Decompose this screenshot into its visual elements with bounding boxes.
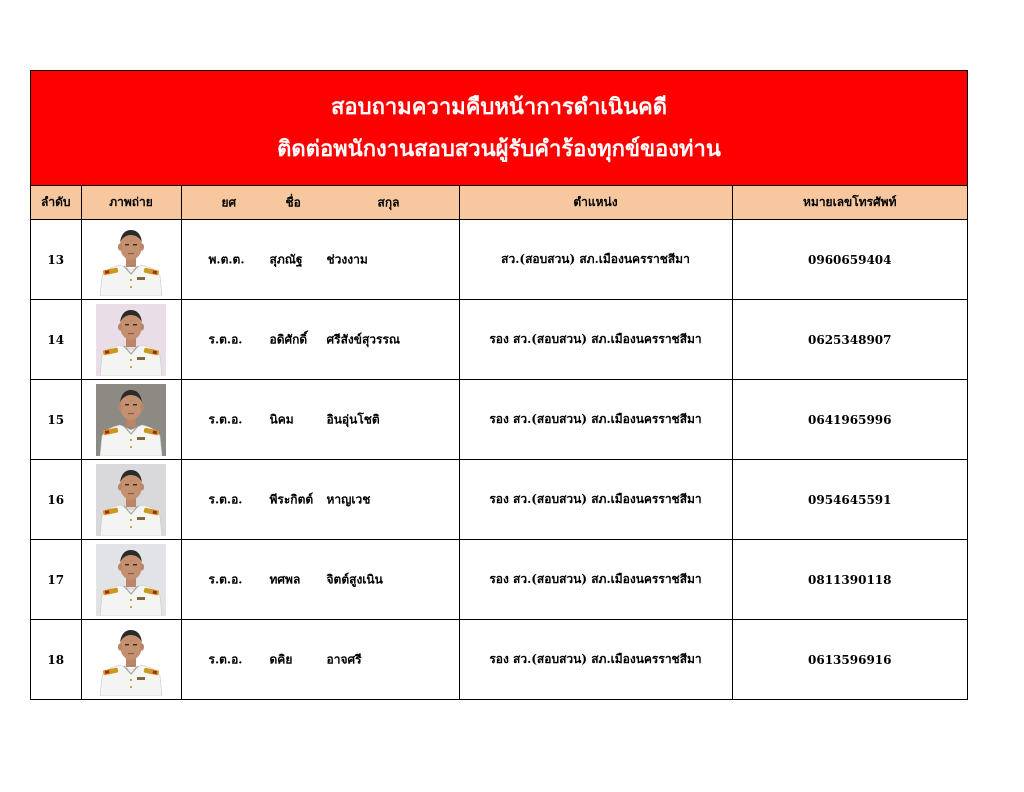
officer-photo [96, 464, 166, 536]
officer-portrait-icon [96, 624, 166, 696]
row-number: 15 [31, 380, 81, 460]
officer-phone: 0613596916 [732, 620, 967, 700]
officer-position: รอง สว.(สอบสวน) สภ.เมืองนครราชสีมา [459, 540, 732, 620]
table-row [31, 460, 967, 540]
officer-photo [96, 304, 166, 376]
officer-phone: 0811390118 [732, 540, 967, 620]
officer-first-name: นิคม [269, 412, 294, 426]
officer-name-cell [181, 460, 459, 540]
officer-first-name: ดคิย [269, 652, 293, 666]
title-line-1: สอบถามความคืบหน้าการดำเนินคดี [330, 94, 667, 120]
officer-table [31, 186, 967, 699]
officer-phone: 0960659404 [732, 220, 967, 300]
officer-position: รอง สว.(สอบสวน) สภ.เมืองนครราชสีมา [459, 460, 732, 540]
officer-rank: ร.ต.อ. [208, 572, 243, 586]
officer-position: รอง สว.(สอบสวน) สภ.เมืองนครราชสีมา [459, 620, 732, 700]
officer-portrait-icon [96, 224, 166, 296]
officer-photo-cell [81, 220, 181, 300]
officer-name-cell [181, 540, 459, 620]
officer-rank: ร.ต.อ. [208, 412, 243, 426]
officer-photo-cell [81, 620, 181, 700]
header-phone: หมายเลขโทรศัพท์ [732, 186, 967, 220]
header-name [181, 186, 459, 220]
header-rank: ยศ [221, 195, 237, 209]
officer-last-name: อินอุ่นโชติ [326, 412, 380, 426]
header-photo: ภาพถ่าย [81, 186, 181, 220]
officer-last-name: จิตต์สูงเนิน [326, 572, 383, 586]
officer-photo [96, 624, 166, 696]
officer-photo-cell [81, 380, 181, 460]
officer-last-name: อาจศรี [326, 652, 362, 666]
officer-name-cell [181, 380, 459, 460]
officer-first-name: สุภณัฐ [269, 252, 303, 266]
row-number: 16 [31, 460, 81, 540]
officer-rank: ร.ต.อ. [208, 492, 243, 506]
officer-photo [96, 544, 166, 616]
officer-last-name: ศรีสังข์สุวรรณ [326, 332, 401, 346]
row-number: 14 [31, 300, 81, 380]
table-row [31, 380, 967, 460]
header-no: ลำดับ [31, 186, 81, 220]
officer-photo [96, 384, 166, 456]
row-number: 17 [31, 540, 81, 620]
officer-first-name: พีระกิตต์ [269, 492, 314, 506]
officer-last-name: หาญเวช [326, 492, 371, 506]
table-row [31, 300, 967, 380]
officer-rank: พ.ต.ต. [208, 252, 245, 266]
officer-phone: 0625348907 [732, 300, 967, 380]
officer-phone: 0954645591 [732, 460, 967, 540]
header-last-name: สกุล [377, 195, 400, 209]
officer-portrait-icon [96, 464, 166, 536]
officer-position: รอง สว.(สอบสวน) สภ.เมืองนครราชสีมา [459, 300, 732, 380]
officer-position: รอง สว.(สอบสวน) สภ.เมืองนครราชสีมา [459, 380, 732, 460]
table-row [31, 620, 967, 700]
officer-photo-cell [81, 540, 181, 620]
officer-name-cell [181, 620, 459, 700]
contact-sheet [30, 70, 968, 700]
officer-position: สว.(สอบสวน) สภ.เมืองนครราชสีมา [459, 220, 732, 300]
officer-phone: 0641965996 [732, 380, 967, 460]
officer-photo-cell [81, 460, 181, 540]
officer-photo-cell [81, 300, 181, 380]
table-header-row [31, 186, 967, 220]
officer-portrait-icon [96, 544, 166, 616]
row-number: 18 [31, 620, 81, 700]
officer-name-cell [181, 300, 459, 380]
table-row [31, 540, 967, 620]
officer-rank: ร.ต.อ. [208, 332, 243, 346]
officer-portrait-icon [96, 304, 166, 376]
table-row [31, 220, 967, 300]
title-line-2: ติดต่อพนักงานสอบสวนผู้รับคำร้องทุกข์ของท่าน [277, 136, 721, 162]
title-banner [31, 71, 967, 186]
header-position: ตำแหน่ง [459, 186, 732, 220]
officer-portrait-icon [96, 384, 166, 456]
officer-first-name: อดิศักดิ์ [269, 332, 308, 346]
officer-rank: ร.ต.อ. [208, 652, 243, 666]
officer-photo [96, 224, 166, 296]
officer-first-name: ทศพล [269, 572, 301, 586]
officer-name-cell [181, 220, 459, 300]
header-first-name: ชื่อ [285, 195, 301, 209]
officer-last-name: ช่วงงาม [326, 252, 368, 266]
row-number: 13 [31, 220, 81, 300]
